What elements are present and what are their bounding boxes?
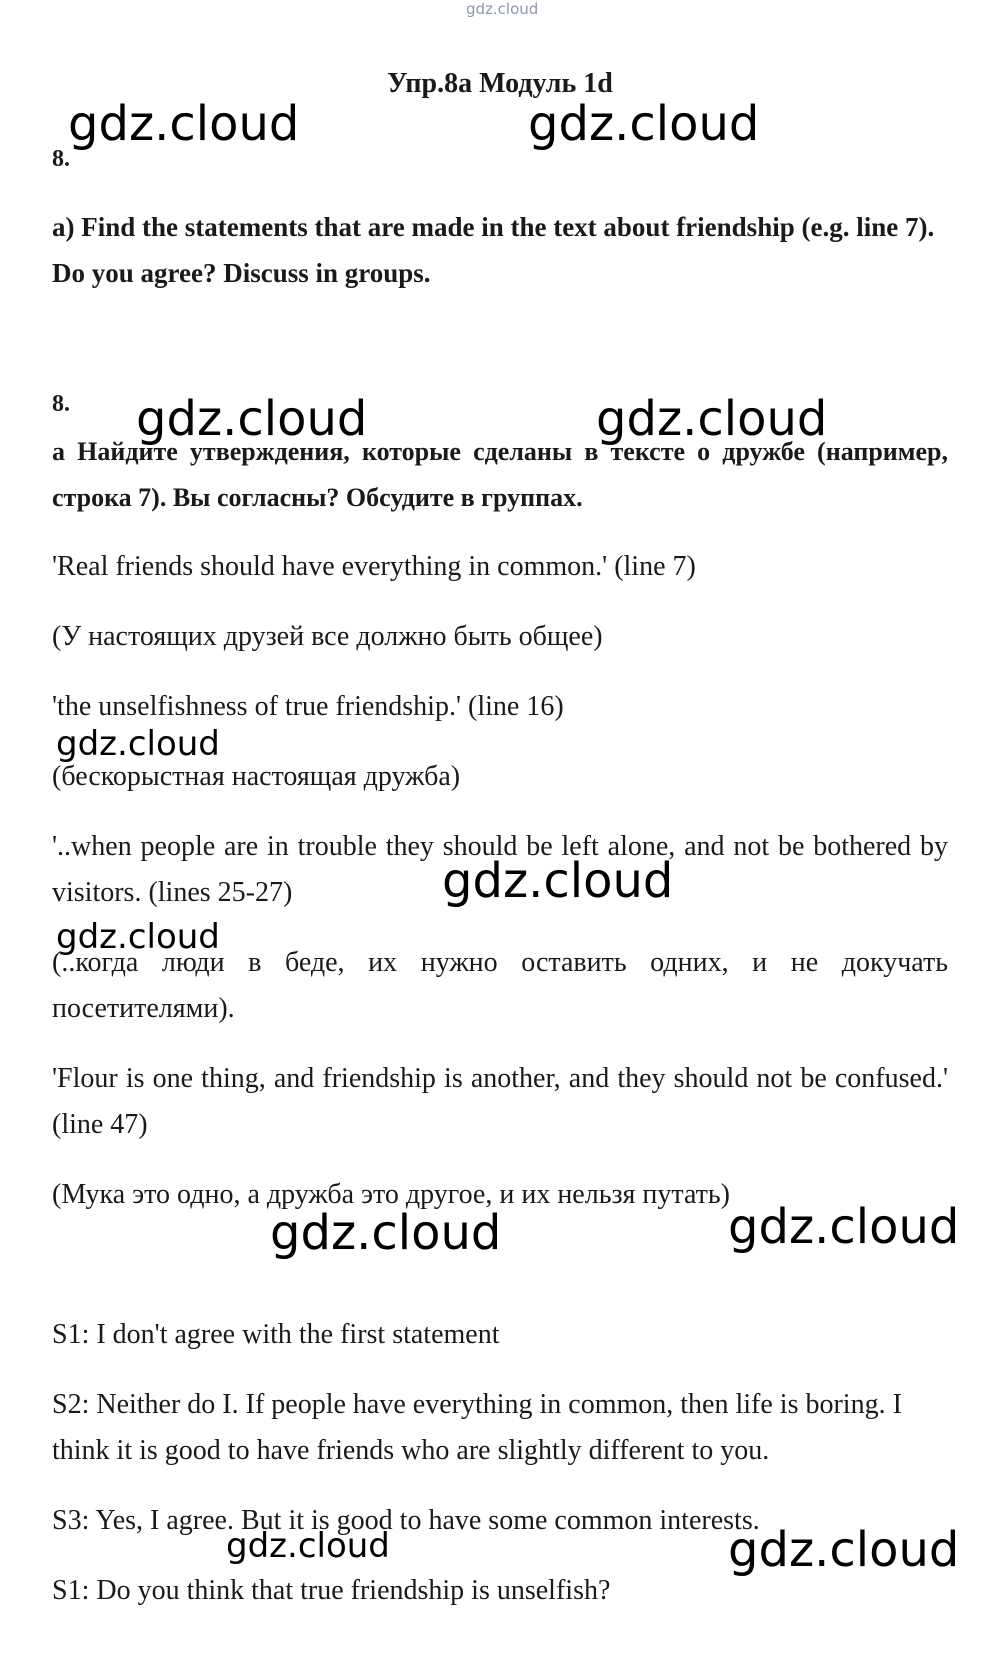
watermark: gdz.cloud — [136, 391, 368, 447]
answer-translation-ru: (Мука это одно, а дружба это другое, и их нельзя путать) — [52, 1179, 731, 1210]
watermark: gdz.cloud — [56, 917, 220, 957]
dialogue-line: S3: Yes, I agree. But it is good to have some common interests. — [52, 1505, 760, 1536]
dialogue-line: S1: I don't agree with the first statement — [52, 1319, 500, 1350]
answer-quote-en: '..when people are in trouble they should be left alone, and not be bothered by visitors. (lines 25-27) — [52, 831, 948, 908]
task-text-ru: а Найдите утверждения, которые сделаны в тексте о дружбе (например, строка 7). Вы согласны? Обсудите в группах. — [52, 437, 948, 512]
watermark: gdz.cloud — [596, 391, 828, 447]
exercise-number: 8. — [52, 146, 70, 172]
watermark-top: gdz.cloud — [466, 0, 539, 18]
answer-quote-en: 'Real friends should have everything in common.' (line 7) — [52, 551, 696, 582]
watermark: gdz.cloud — [56, 724, 220, 764]
watermark: gdz.cloud — [728, 1199, 960, 1255]
watermark: gdz.cloud — [442, 853, 674, 909]
answer-translation-ru: (..когда люди в беде, их нужно оставить одних, и не докучать посетителями). — [52, 947, 948, 1024]
dialogue-line: S2: Neither do I. If people have everything in common, then life is boring. I think it is good to have friends who are slightly different to you. — [52, 1389, 902, 1466]
page-title: Упр.8а Модуль 1d — [387, 68, 613, 99]
watermark: gdz.cloud — [728, 1522, 960, 1578]
dialogue-line: S1: Do you think that true friendship is unselfish? — [52, 1575, 611, 1606]
answer-quote-en: 'the unselfishness of true friendship.' (line 16) — [52, 691, 564, 722]
exercise-number: 8. — [52, 391, 70, 417]
watermark: gdz.cloud — [528, 96, 760, 152]
task-text-en: a) Find the statements that are made in the text about friendship (e.g. line 7). Do you agree? Discuss in groups. — [52, 212, 935, 288]
answer-quote-en: 'Flour is one thing, and friendship is another, and they should not be confused.' (line 47) — [52, 1063, 948, 1140]
answer-translation-ru: (бескорыстная настоящая дружба) — [52, 761, 461, 792]
watermark: gdz.cloud — [68, 96, 300, 152]
answer-translation-ru: (У настоящих друзей все должно быть общее) — [52, 621, 603, 652]
watermark: gdz.cloud — [270, 1205, 502, 1261]
watermark: gdz.cloud — [226, 1526, 390, 1566]
